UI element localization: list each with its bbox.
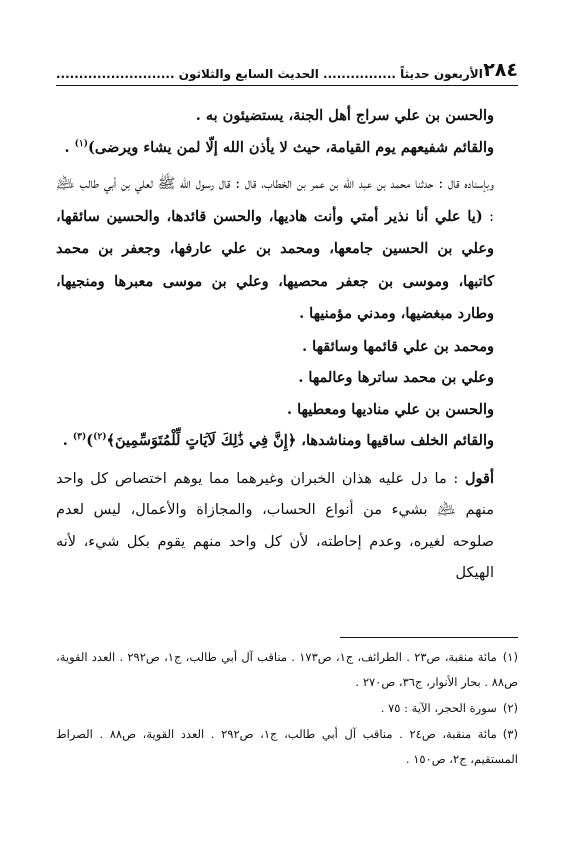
running-title: الأربعون حديثاً ................ الحديث السابع والثلاثون .......................... (56, 67, 483, 81)
footnote-number: (٣) (502, 727, 518, 741)
page-header (56, 56, 518, 86)
footnote-number: (٢) (502, 701, 518, 715)
footnotes (56, 645, 518, 773)
page-number: ٢٨٤ (483, 59, 518, 81)
footnote-ref[interactable]: (٢) (93, 432, 107, 443)
text-line: ومحمد بن علي قائمها وسائقها . (302, 337, 494, 355)
footnote-divider (340, 637, 518, 638)
footnote-text: سورة الحجر، الآية : ٧٥ . (380, 701, 497, 715)
footnote-text: مائة منقبة، ص٢٤ . مناقب آل أبي طالب، ج١، ص٢٩٢ . العدد القوية، ص٨٨ . الصراط المستقيم، ج٢، ص١٥٠ . (56, 727, 518, 766)
footnote-item (56, 645, 518, 695)
footnote-ref[interactable]: (٣) (72, 432, 87, 443)
footnote-text: مائة منقبة، ص٢٣ . الطرائف، ج١، ص١٧٣ . مناقب آل أبي طالب، ج١، ص٢٩٢ . العدد القوية، ص٨٨ . بحار الأنوار، ج٣٦، ص٢٧٠ . (56, 650, 518, 689)
main-text (56, 100, 518, 590)
text-line: والحسن بن علي مناديها ومعطيها . (287, 400, 494, 418)
footnote-item (56, 722, 518, 772)
paragraph-label: أقول (465, 469, 494, 487)
text-line: والحسن بن علي سراج أهل الجنة، يستضيئون به . (195, 107, 494, 124)
text-paragraph: أقول : ما دل عليه هذان الخبران وغيرهما مما يوهم اختصاص كل واحد منهم ﵇ بشيء من أنواع الحساب، والمجازاة والأعمال، ليس لعدم صلوحه لغيره، وعدم إحاطته، لأن كل واحد منهم يقوم بكل شيء، لأنه الهيكل (56, 469, 494, 581)
footnote-number: (١) (502, 650, 518, 664)
text-line: والقائم الخلف ساقيها ومناشدها، ﴿إِنَّ فِي ذَٰلِكَ لَآيَاتٍ لِّلْمُتَوَسِّمِينَ﴾$^{(٢)}$)$^{(٣)}$ . (62, 432, 494, 449)
hadith-quote: (يا علي أنا نذير أمتي وأنت هاديها، والحسن قائدها، والحسين سائقها، وعلي بن الحسين جامعها، ومحمد بن علي عارفها، وجعفر بن محمد كاتبها، وموسى بن جعفر محصيها، وعلي بن موسى معبرها ومنجيها، وطارد مبغضيها، ومدني مؤمنيها . (56, 207, 494, 322)
text-paragraph: وبإسناده قال : حدثنا محمد بن عبد الله بن عمر بن الخطاب، قال : قال رسول الله ﷺ لعلي بن أبي طالب ﵇ : (يا علي أنا نذير أمتي وأنت هاديها، والحسن قائدها، والحسين سائقها، وعلي بن الحسين جامعها، ومحمد بن علي عارفها، وجعفر بن محمد كاتبها، وموسى بن جعفر محصيها، وعلي بن موسى معبرها ومنجيها، وطارد مبغضيها، ومدني مؤمنيها . (56, 176, 495, 322)
footnote-ref[interactable]: (١) (74, 138, 89, 149)
text-line: وعلي بن محمد ساترها وعالمها . (298, 369, 494, 386)
footnote-item (56, 696, 518, 721)
text-line: والقائم شفيعهم يوم القيامة، حيث لا يأذن الله إلّا لمن يشاء ويرضى)$^{(١)}$ . (64, 138, 494, 156)
